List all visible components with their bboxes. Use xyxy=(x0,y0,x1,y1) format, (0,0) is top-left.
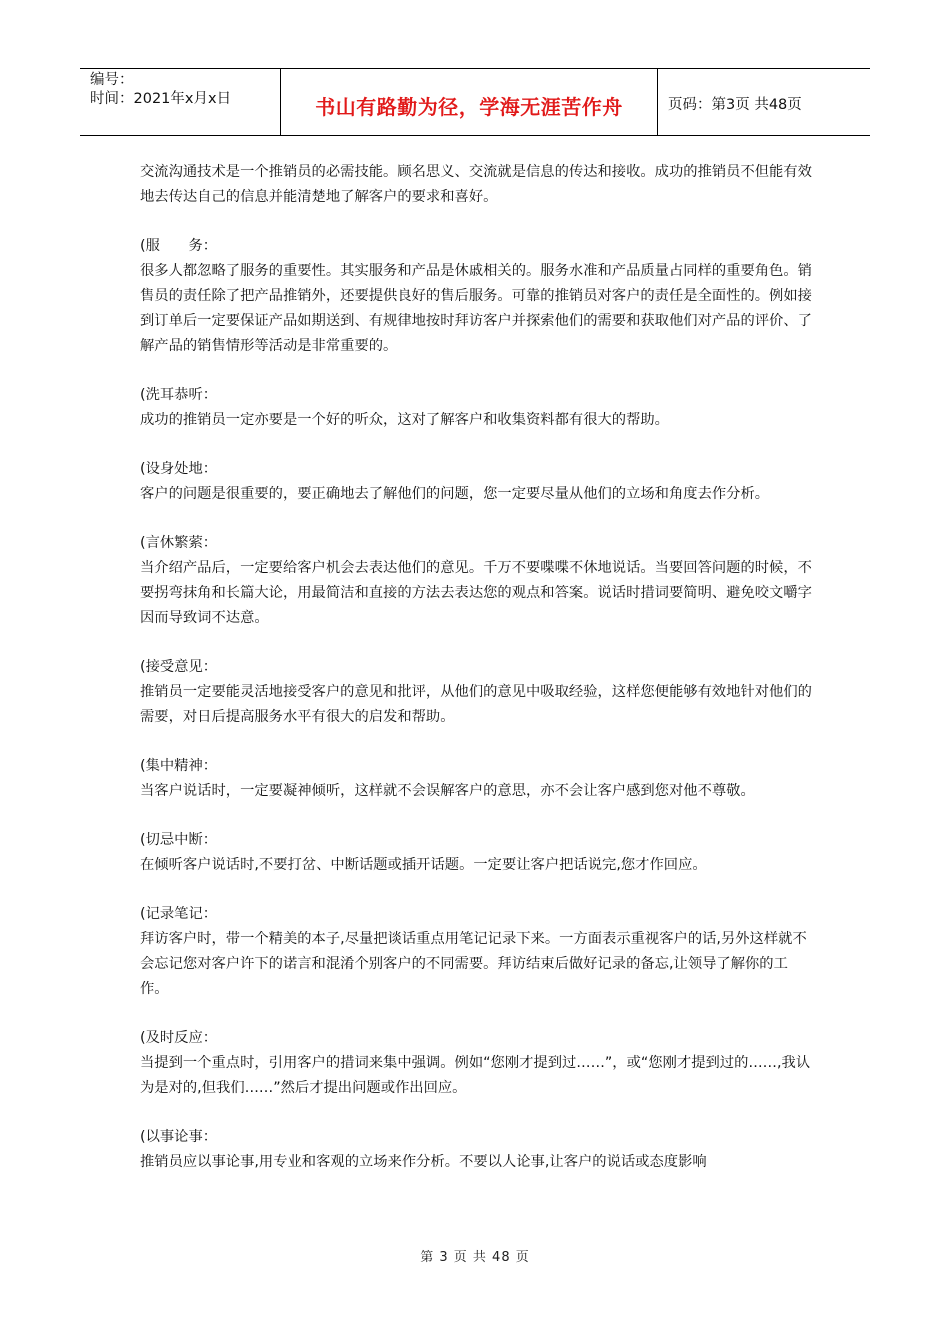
section-accept-feedback xyxy=(140,655,812,730)
section-title: (及时反应： xyxy=(140,1030,218,1046)
document-body xyxy=(140,160,812,1175)
section-concise xyxy=(140,531,812,631)
section-title: (言休繁萦： xyxy=(140,535,218,551)
page-footer: 第 3 页 共 48 页 xyxy=(420,1250,530,1265)
section-title: (记录笔记： xyxy=(140,906,218,922)
section-objective xyxy=(140,1125,812,1175)
section-body: 在倾听客户说话时,不要打岔、中断话题或插开话题。一定要让客户把话说完,您才作回应。 xyxy=(140,857,707,873)
section-title: (集中精神： xyxy=(140,758,218,774)
section-service xyxy=(140,234,812,359)
section-respond xyxy=(140,1026,812,1101)
section-body: 当介绍产品后，一定要给客户机会去表达他们的意见。千万不要喋喋不休地说话。当要回答问题的时候，不要拐弯抹角和长篇大论，用最简洁和直接的方法去表达您的观点和答案。说话时措词要简明、避免咬文嚼字因而导致词不达意。 xyxy=(140,560,812,626)
section-body: 成功的推销员一定亦要是一个好的听众，这对了解客户和收集资料都有很大的帮助。 xyxy=(140,412,669,428)
header-meta xyxy=(80,69,281,135)
section-title: (接受意见： xyxy=(140,659,218,675)
section-title: (服 务： xyxy=(140,238,218,254)
section-body: 拜访客户时，带一个精美的本子,尽量把谈话重点用笔记记录下来。一方面表示重视客户的话,另外这样就不会忘记您对客户许下的诺言和混淆个别客户的不同需要。拜访结束后做好记录的备忘,让领导了解你的工作。 xyxy=(140,931,807,997)
intro-paragraph: 交流沟通技术是一个推销员的必需技能。顾名思义、交流就是信息的传达和接收。成功的推销员不但能有效地去传达自己的信息并能清楚地了解客户的要求和喜好。 xyxy=(140,164,812,205)
section-body: 推销员一定要能灵活地接受客户的意见和批评，从他们的意见中吸取经验，这样您便能够有效地针对他们的需要，对日后提高服务水平有很大的启发和帮助。 xyxy=(140,684,812,725)
section-title: (以事论事： xyxy=(140,1129,218,1145)
header-motto: 书山有路勤为径，学海无涯苦作舟 xyxy=(281,69,658,135)
section-focus xyxy=(140,754,812,804)
section-notes xyxy=(140,902,812,1002)
section-title: (设身处地： xyxy=(140,461,218,477)
section-body: 很多人都忽略了服务的重要性。其实服务和产品是休戚相关的。服务水准和产品质量占同样的重要角色。销售员的责任除了把产品推销外，还要提供良好的售后服务。可靠的推销员对客户的责任是全面性的。例如接到订单后一定要保证产品如期送到、有规律地按时拜访客户并探索他们的需要和获取他们对产品的评价、了解产品的销售情形等活动是非常重要的。 xyxy=(140,263,812,354)
date-label: 时间：2021年x月x日 xyxy=(90,91,232,107)
section-no-interrupt xyxy=(140,828,812,878)
section-body: 推销员应以事论事,用专业和客观的立场来作分析。不要以人论事,让客户的说话或态度影响 xyxy=(140,1154,707,1170)
section-empathy xyxy=(140,457,812,507)
section-listening xyxy=(140,383,812,433)
section-body: 当客户说话时，一定要凝神倾听，这样就不会误解客户的意思，亦不会让客户感到您对他不尊敬。 xyxy=(140,783,755,799)
section-title: (洗耳恭听： xyxy=(140,387,218,403)
section-title: (切忌中断： xyxy=(140,832,218,848)
page-header xyxy=(80,68,870,136)
header-page-info: 页码：第3页 共48页 xyxy=(668,97,802,113)
section-body: 客户的问题是很重要的，要正确地去了解他们的问题，您一定要尽量从他们的立场和角度去作分析。 xyxy=(140,486,770,502)
section-body: 当提到一个重点时，引用客户的措词来集中强调。例如“您刚才提到过……”，或“您刚才提到过的……,我认为是对的,但我们……”然后才提出问题或作出回应。 xyxy=(140,1055,811,1096)
number-label: 编号： xyxy=(90,72,134,88)
